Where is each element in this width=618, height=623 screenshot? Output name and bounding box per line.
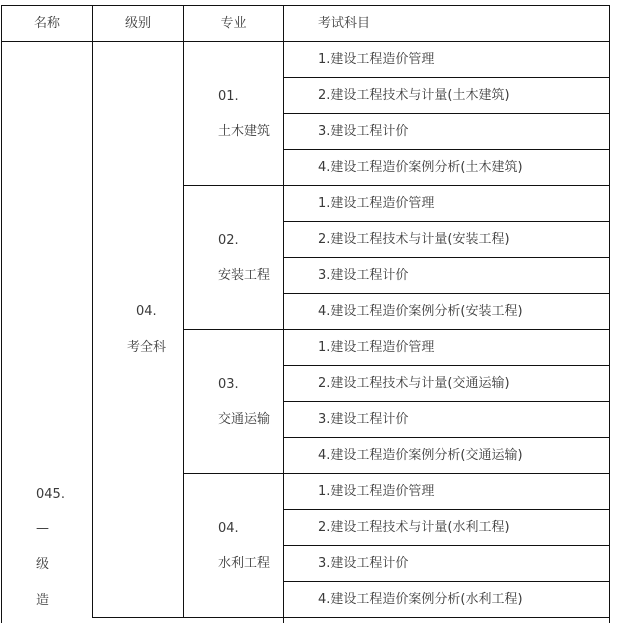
- name-line: 045.: [36, 487, 65, 502]
- name-line: —: [36, 521, 49, 536]
- subject-cell: 4.建设工程造价案例分析(交通运输): [318, 448, 523, 463]
- grid-line: [283, 257, 610, 258]
- grid-line: [283, 365, 610, 366]
- major-label: 水利工程: [218, 556, 271, 571]
- header-name: 名称: [33, 16, 60, 31]
- grid-line: [283, 293, 610, 294]
- grid-line: [283, 401, 610, 402]
- grid-line: [92, 5, 93, 618]
- name-line: 造: [36, 593, 50, 608]
- grid-line: [283, 113, 610, 114]
- header-subjects: 考试科目: [318, 16, 371, 31]
- header-major: 专业: [220, 16, 247, 31]
- subject-cell: 2.建设工程技术与计量(交通运输): [318, 376, 510, 391]
- grid-line: [283, 221, 610, 222]
- subject-cell: 1.建设工程造价管理: [318, 484, 435, 499]
- subject-cell: 1.建设工程造价管理: [318, 52, 435, 67]
- subject-cell: 2.建设工程技术与计量(水利工程): [318, 520, 510, 535]
- grid-line: [283, 77, 610, 78]
- major-code: 03.: [218, 377, 239, 392]
- level-code: 04.: [136, 304, 157, 319]
- subject-cell: 4.建设工程造价案例分析(安装工程): [318, 304, 523, 319]
- subject-cell: 1.建设工程造价管理: [318, 340, 435, 355]
- name-line: 级: [36, 557, 50, 572]
- grid-line: [1, 5, 610, 6]
- major-code: 01.: [218, 89, 239, 104]
- subject-cell: 3.建设工程计价: [318, 124, 409, 139]
- grid-line: [1, 5, 2, 623]
- grid-line: [609, 5, 610, 623]
- major-code: 02.: [218, 233, 239, 248]
- subject-cell: 2.建设工程技术与计量(安装工程): [318, 232, 510, 247]
- subject-cell: 4.建设工程造价案例分析(土木建筑): [318, 160, 523, 175]
- grid-line: [283, 437, 610, 438]
- level-label: 考全科: [127, 340, 167, 355]
- grid-line: [283, 545, 610, 546]
- header-level: 级别: [124, 16, 151, 31]
- grid-line: [283, 5, 284, 623]
- grid-line: [183, 329, 610, 330]
- major-label: 土木建筑: [218, 124, 271, 139]
- grid-line: [283, 509, 610, 510]
- grid-line: [283, 581, 610, 582]
- subject-cell: 3.建设工程计价: [318, 556, 409, 571]
- subject-cell: 3.建设工程计价: [318, 268, 409, 283]
- major-label: 安装工程: [218, 268, 271, 283]
- subject-cell: 3.建设工程计价: [318, 412, 409, 427]
- subject-cell: 4.建设工程造价案例分析(水利工程): [318, 592, 523, 607]
- major-label: 交通运输: [218, 412, 271, 427]
- grid-line: [183, 473, 610, 474]
- grid-line: [283, 149, 610, 150]
- grid-line: [92, 617, 610, 618]
- major-code: 04.: [218, 521, 239, 536]
- grid-line: [1, 41, 610, 42]
- subject-cell: 1.建设工程造价管理: [318, 196, 435, 211]
- grid-line: [183, 5, 184, 618]
- grid-line: [183, 185, 610, 186]
- subject-cell: 2.建设工程技术与计量(土木建筑): [318, 88, 510, 103]
